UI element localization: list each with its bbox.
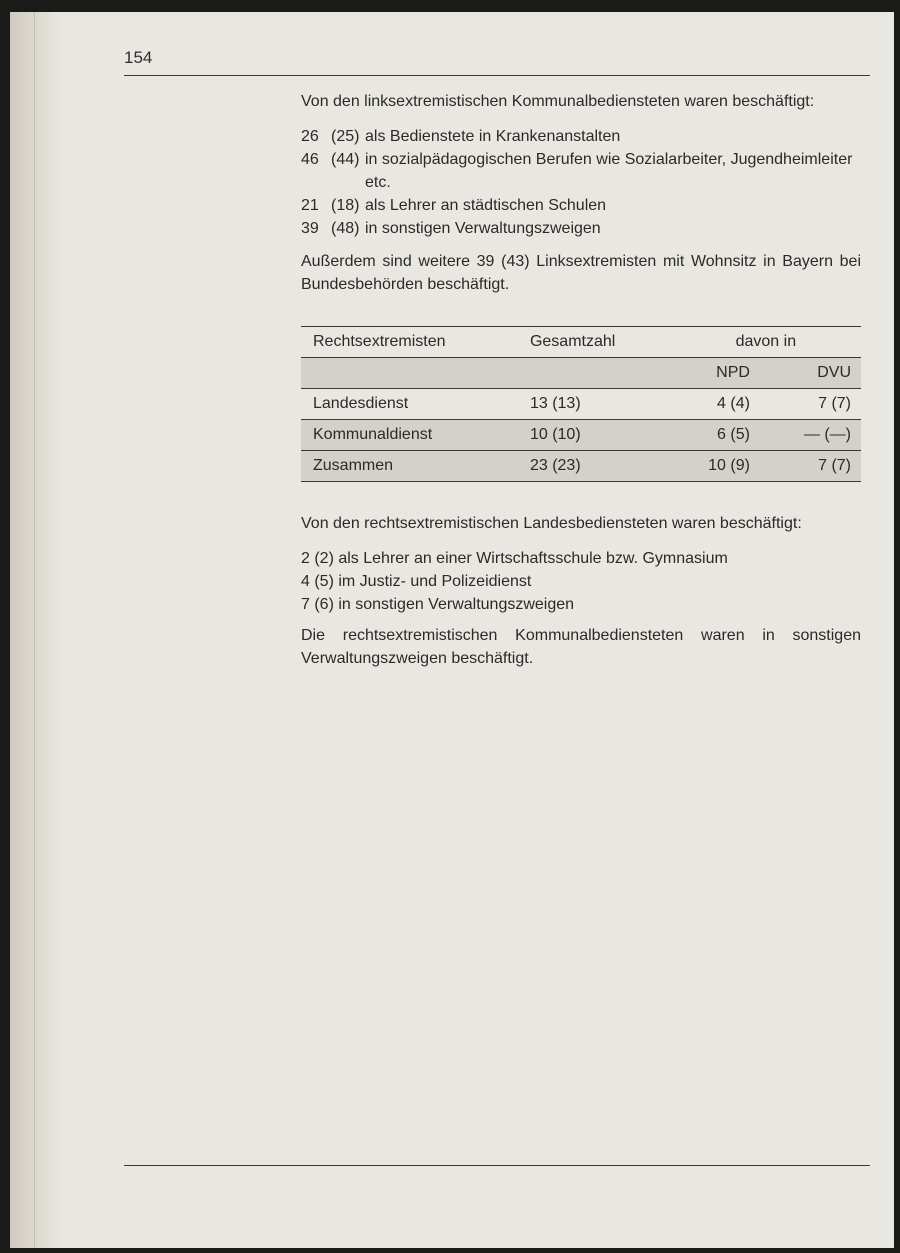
header-rule [124,75,870,76]
footer-rule [124,1165,870,1166]
row-npd: 6 (5) [717,426,750,443]
list-item-previous: (18) [331,197,360,214]
table-row [301,420,861,451]
federal-note: Außerdem sind weitere 39 (43) Linksextremisten mit Wohnsitz in Bayern bei Bundesbehörden beschäftigt. [301,253,861,293]
list-item: 4 (5) im Justiz- und Polizeidienst [301,573,532,590]
table-row-total [301,451,861,482]
spine-fold-line [34,12,35,1248]
list-item-count: 21 [301,197,319,214]
list-item [301,148,861,194]
intro-left-extremists: Von den linksextremistischen Kommunalbediensteten waren beschäftigt: [301,93,815,110]
list-item-previous: (25) [331,128,360,145]
header-category: Rechtsextremisten [313,333,446,350]
page-number: 154 [124,48,153,67]
row-npd: 10 (9) [708,457,750,474]
row-dvu: 7 (7) [818,457,851,474]
row-total: 23 (23) [529,457,581,474]
row-dvu: — (—) [803,426,851,443]
row-label: Kommunaldienst [313,426,433,443]
row-total: 10 (10) [529,426,581,443]
list-item-text: in sonstigen Verwaltungszweigen [365,220,601,237]
list-item-count: 46 [301,151,319,168]
list-item: 7 (6) in sonstigen Verwaltungszweigen [301,596,575,613]
header-total: Gesamtzahl [529,333,616,350]
list-item [301,217,861,240]
row-npd: 4 (4) [717,395,750,412]
subheader-empty [518,358,669,389]
subheader-empty [301,358,518,389]
header-dvu: DVU [817,364,851,381]
list-item-text: in sozialpädagogischen Berufen wie Sozialarbeiter, Jugendheimleiter etc. [365,151,853,191]
left-employment-list [301,125,861,240]
list-item-previous: (48) [331,220,360,237]
row-label: Landesdienst [313,395,409,412]
row-total: 13 (13) [529,395,581,412]
right-employment-list [301,547,861,616]
closing-paragraph: Die rechtsextremistischen Kommunalbediensteten waren in sonstigen Verwaltungszweigen beschäftigt. [301,627,861,667]
intro-right-extremists: Von den rechtsextremistischen Landesbediensteten waren beschäftigt: [301,515,802,532]
list-item [301,194,861,217]
table-row [301,389,861,420]
list-item: 2 (2) als Lehrer an einer Wirtschaftsschule bzw. Gymnasium [301,550,728,567]
list-item-text: als Lehrer an städtischen Schulen [365,197,607,214]
book-page [10,12,894,1248]
list-item-count: 39 [301,220,319,237]
right-extremists-table [301,326,861,482]
book-spine-edge [10,12,62,1248]
list-item-text: als Bedienstete in Krankenanstalten [365,128,621,145]
table-subheader-row [301,358,861,389]
list-item-count: 26 [301,128,319,145]
list-item-previous: (44) [331,151,360,168]
row-label: Zusammen [313,457,394,474]
header-of-which: davon in [735,333,797,350]
table-header-row [301,327,861,358]
header-npd: NPD [716,364,750,381]
page-content [301,90,861,670]
row-dvu: 7 (7) [818,395,851,412]
list-item [301,125,861,148]
